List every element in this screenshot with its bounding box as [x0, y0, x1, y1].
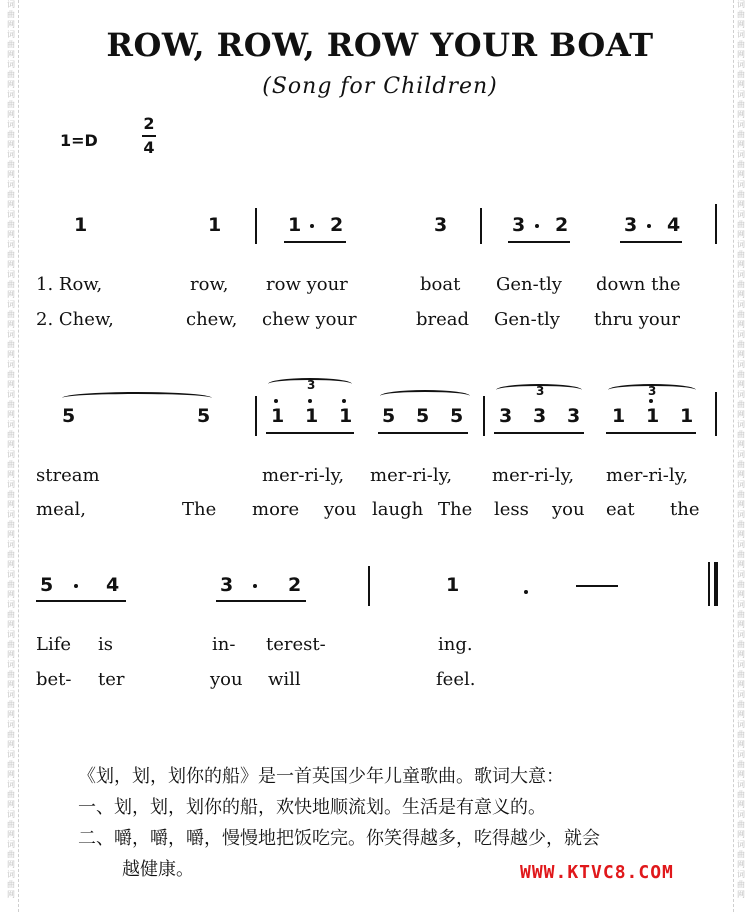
- description-intro: 《划，划，划你的船》是一首英国少年儿童歌曲。歌词大意：: [78, 766, 564, 787]
- triplet-mark: 3: [648, 384, 657, 398]
- lyric: eat: [606, 499, 635, 520]
- description-line-3: 越健康。: [122, 859, 194, 880]
- lyric: bet-: [36, 669, 72, 690]
- note: 1: [612, 405, 626, 427]
- beat-underline: [36, 600, 126, 602]
- lyric: laugh: [372, 499, 424, 520]
- note: 5: [416, 405, 430, 427]
- octave-dot: [649, 399, 653, 403]
- lyric: less: [494, 499, 529, 520]
- bar-line: [715, 392, 717, 436]
- note: 1: [305, 405, 319, 427]
- lyric: the: [670, 499, 700, 520]
- note: 3: [533, 405, 547, 427]
- note: 4: [667, 214, 681, 236]
- lyric: feel.: [436, 669, 476, 690]
- triplet-mark: 3: [536, 384, 545, 398]
- note: 1: [271, 405, 285, 427]
- note: 5: [197, 405, 211, 427]
- lyric: will: [268, 669, 301, 690]
- watermark-left: 词曲网词曲网词曲网词曲网词曲网词曲网词曲网词曲网词曲网词曲网词曲网词曲网词曲网词曲网词曲网词曲网词曲网词曲网词曲网词曲网词曲网词曲网词曲网词曲网词曲网词曲网词曲网词曲网词曲网词曲网: [4, 0, 19, 912]
- song-subtitle: (Song for Children): [262, 74, 498, 99]
- note: 3: [499, 405, 513, 427]
- lyric: terest-: [266, 634, 326, 655]
- note: 2: [288, 574, 302, 596]
- note: 5: [382, 405, 396, 427]
- bar-line: [483, 396, 485, 436]
- tie-slur: [62, 392, 212, 404]
- octave-dot: [308, 399, 312, 403]
- note: 2: [555, 214, 569, 236]
- duration-dot: [310, 224, 314, 228]
- lyric: mer-ri-ly,: [606, 465, 689, 486]
- site-watermark: WWW.KTVC8.COM: [520, 862, 674, 883]
- lyric: The: [182, 499, 217, 520]
- note: 3: [220, 574, 234, 596]
- extension-dash: [576, 585, 618, 587]
- beat-underline: [266, 432, 354, 434]
- bar-line: [480, 208, 482, 244]
- lyric: in-: [212, 634, 236, 655]
- note: 3: [567, 405, 581, 427]
- time-bottom: 4: [143, 138, 155, 157]
- slur: [380, 390, 470, 402]
- watermark-right: 词曲网词曲网词曲网词曲网词曲网词曲网词曲网词曲网词曲网词曲网词曲网词曲网词曲网词曲网词曲网词曲网词曲网词曲网词曲网词曲网词曲网词曲网词曲网词曲网词曲网词曲网词曲网词曲网词曲网词曲网: [733, 0, 748, 912]
- octave-dot: [274, 399, 278, 403]
- lyric: Gen-tly: [496, 274, 562, 295]
- lyric: Life: [36, 634, 72, 655]
- beat-underline: [620, 241, 682, 243]
- lyric: bread: [416, 309, 470, 330]
- bar-line: [255, 208, 257, 244]
- note: 1: [339, 405, 353, 427]
- lyric: mer-ri-ly,: [262, 465, 345, 486]
- lyric: more: [252, 499, 300, 520]
- time-signature: [142, 114, 156, 158]
- note: 5: [450, 405, 464, 427]
- lyric: row your: [266, 274, 348, 295]
- final-bar-thick: [714, 562, 718, 606]
- lyric: stream: [36, 465, 100, 486]
- dot-mark: [524, 590, 528, 594]
- time-top: 2: [143, 114, 155, 133]
- bar-line: [715, 204, 717, 244]
- description-line-2: 二、嚼，嚼，嚼，慢慢地把饭吃完。你笑得越多，吃得越少，就会: [78, 828, 600, 849]
- lyric: chew,: [186, 309, 238, 330]
- lyric: 2. Chew,: [36, 309, 114, 330]
- song-title: ROW, ROW, ROW YOUR BOAT: [106, 26, 654, 64]
- lyric: meal,: [36, 499, 86, 520]
- lyric: thru your: [594, 309, 680, 330]
- lyric: mer-ri-ly,: [370, 465, 453, 486]
- beat-underline: [378, 432, 468, 434]
- lyric: boat: [420, 274, 461, 295]
- duration-dot: [74, 584, 78, 588]
- note: 5: [62, 405, 76, 427]
- triplet-mark: 3: [307, 378, 316, 392]
- duration-dot: [647, 224, 651, 228]
- lyric: you: [210, 669, 243, 690]
- beat-underline: [508, 241, 570, 243]
- note: 3: [512, 214, 526, 236]
- duration-dot: [535, 224, 539, 228]
- octave-dot: [342, 399, 346, 403]
- note: 3: [624, 214, 638, 236]
- lyric: chew your: [262, 309, 357, 330]
- lyric: down the: [596, 274, 681, 295]
- lyric: ing.: [438, 634, 473, 655]
- note: 3: [434, 214, 448, 236]
- beat-underline: [216, 600, 306, 602]
- lyric: The: [438, 499, 473, 520]
- note: 1: [446, 574, 460, 596]
- note: 1: [680, 405, 694, 427]
- key-signature: 1=D: [60, 131, 98, 150]
- lyric: mer-ri-ly,: [492, 465, 575, 486]
- lyric: row,: [190, 274, 229, 295]
- beat-underline: [284, 241, 346, 243]
- beat-underline: [494, 432, 584, 434]
- lyric: is: [98, 634, 113, 655]
- lyric: Gen-tly: [494, 309, 560, 330]
- lyric: ter: [98, 669, 125, 690]
- note: 1: [288, 214, 302, 236]
- lyric: 1. Row,: [36, 274, 103, 295]
- note: 1: [646, 405, 660, 427]
- note: 1: [208, 214, 222, 236]
- lyric: you: [552, 499, 585, 520]
- bar-line: [368, 566, 370, 606]
- lyric: you: [324, 499, 357, 520]
- duration-dot: [253, 584, 257, 588]
- bar-line: [255, 396, 257, 436]
- final-bar-thin: [708, 562, 710, 606]
- beat-underline: [606, 432, 696, 434]
- description-line-1: 一、划，划，划你的船，欢快地顺流划。生活是有意义的。: [78, 797, 546, 818]
- note: 5: [40, 574, 54, 596]
- note: 2: [330, 214, 344, 236]
- note: 1: [74, 214, 88, 236]
- time-divider: [142, 135, 156, 137]
- note: 4: [106, 574, 120, 596]
